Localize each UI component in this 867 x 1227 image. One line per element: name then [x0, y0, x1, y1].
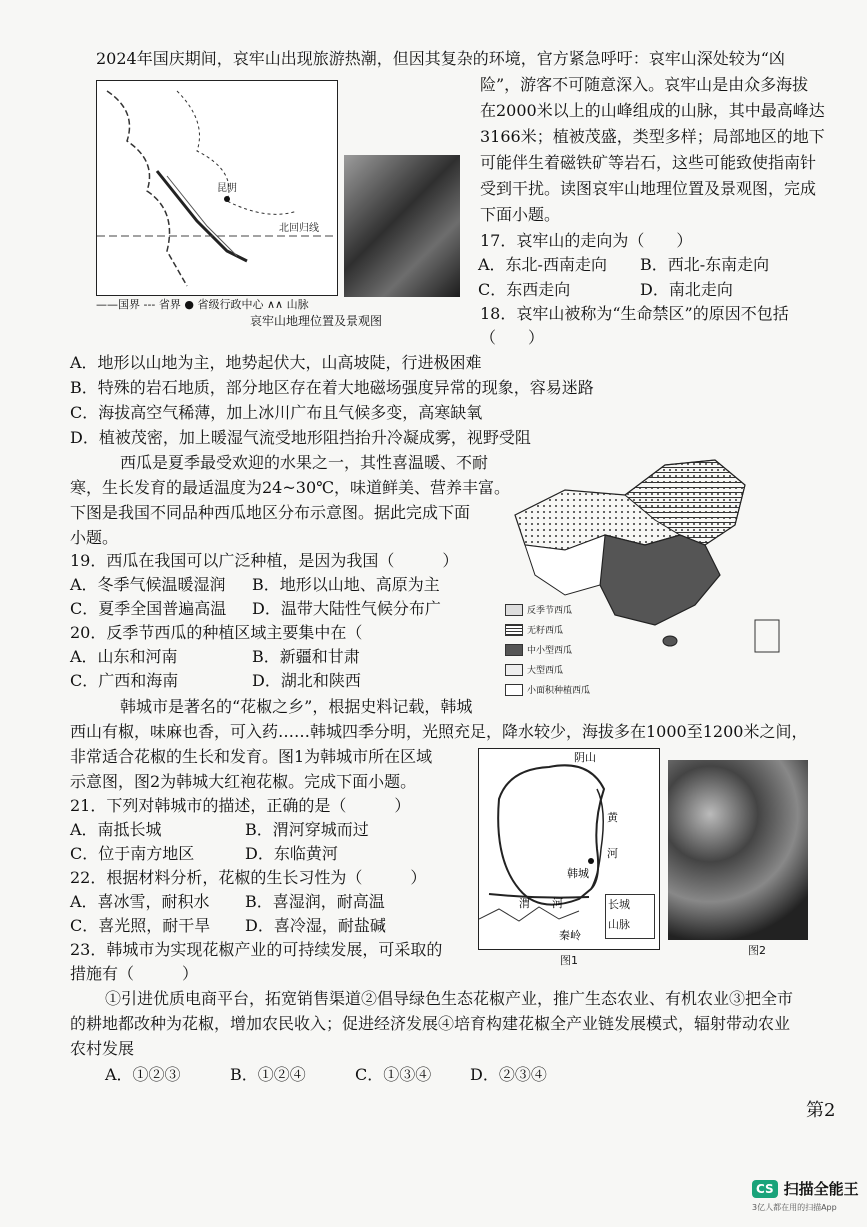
- q18-stem: 18．哀牢山被称为“生命禁区”的原因不包括: [480, 304, 789, 323]
- q18-option-b: B．特殊的岩石地质，部分地区存在着大地磁场强度异常的现象，容易迷路: [70, 378, 594, 397]
- kunming-label: 昆明: [217, 183, 237, 194]
- q20-option-d: D．湖北和陕西: [252, 671, 361, 690]
- passage1-line6: 受到干扰。读图哀牢山地理位置及景观图，完成: [480, 179, 817, 198]
- weihe-label: 渭 河: [519, 897, 563, 910]
- legend-seedless: 无籽西瓜: [505, 623, 590, 636]
- q23-statements-line2: 的耕地都改种为花椒，增加农民收入；促进经济发展④培育构建花椒全产业链发展模式，辐射带动农业: [70, 1014, 791, 1033]
- q20-option-c: C．广西和海南: [70, 671, 179, 690]
- passage2-line1: 西瓜是夏季最受欢迎的水果之一，其性喜温暖、不耐: [120, 453, 489, 472]
- q18-option-a: A．地形以山地为主，地势起伏大，山高坡陡，行进极困难: [70, 353, 482, 372]
- scanner-logo-icon: CS: [752, 1180, 778, 1198]
- q22-option-b: B．喜湿润，耐高温: [245, 892, 385, 911]
- tropic-label: 北回归线: [279, 223, 319, 234]
- q19-option-b: B．地形以山地、高原为主: [252, 575, 440, 594]
- qinling-label: 秦岭: [559, 929, 581, 942]
- ailao-landscape-photo: [344, 155, 460, 297]
- q17-option-c: C．东西走向: [478, 280, 571, 299]
- huang-label: 黄: [607, 811, 618, 824]
- q20-option-a: A．山东和河南: [70, 647, 178, 666]
- legend-swatch-light: [505, 664, 523, 676]
- china-watermelon-map: [505, 455, 783, 720]
- q23-stem-line1: 23．韩城市为实现花椒产业的可持续发展，可采取的: [70, 940, 443, 959]
- q22-option-c: C．喜光照，耐干旱: [70, 916, 211, 935]
- passage1-line7: 下面小题。: [480, 205, 561, 224]
- legend-small-medium: 中小型西瓜: [505, 643, 590, 656]
- q21-option-a: A．南抵长城: [70, 820, 162, 839]
- q23-option-a: A．①②③: [105, 1065, 181, 1084]
- passage2-line3: 下图是我国不同品种西瓜地区分布示意图。据此完成下面: [70, 503, 471, 522]
- ailao-map-drawing: [97, 81, 337, 295]
- passage1-line3: 在2000米以上的山峰组成的山脉，其中最高峰达: [480, 101, 825, 120]
- q22-stem: 22．根据材料分析，花椒的生长习性为（ ）: [70, 868, 427, 887]
- legend-off-season: 反季节西瓜: [505, 603, 590, 616]
- yinshan-label: 阴山: [574, 751, 596, 764]
- q20-stem: 20．反季节西瓜的种植区域主要集中在（: [70, 623, 363, 642]
- china-map-legend: [505, 603, 590, 703]
- passage1-line4: 3166米；植被茂盛，类型多样；局部地区的地下: [480, 127, 825, 146]
- legend-mountain: 山脉: [608, 918, 630, 931]
- ailao-location-map: [96, 80, 338, 296]
- q20-option-b: B．新疆和甘肃: [252, 647, 360, 666]
- q18-option-d: D．植被茂密，加上暖湿气流受地形阻挡抬升冷凝成雾，视野受阻: [70, 428, 531, 447]
- q19-option-a: A．冬季气候温暖湿润: [70, 575, 226, 594]
- fig1-legend: [605, 894, 655, 939]
- passage1-line5: 可能伴生着磁铁矿等岩石，这些可能致使指南针: [480, 153, 817, 172]
- q17-stem: 17．哀牢山的走向为（ ）: [480, 231, 693, 250]
- q19-option-d: D．温带大陆性气候分布广: [252, 599, 441, 618]
- hancheng-region-map: [478, 748, 660, 950]
- fig2-caption: 图2: [748, 944, 766, 957]
- ailao-map-legend: ——国界 --- 省界 ● 省级行政中心 ∧∧ 山脉: [96, 298, 309, 311]
- q22-option-d: D．喜冷湿，耐盐碱: [245, 916, 386, 935]
- legend-great-wall: 长城: [608, 898, 630, 911]
- legend-swatch-white: [505, 684, 523, 696]
- scanner-app-name: 扫描全能王: [783, 1180, 859, 1198]
- fig1-caption: 图1: [560, 954, 578, 967]
- q23-option-d: D．②③④: [470, 1065, 547, 1084]
- scanner-watermark: [752, 1178, 859, 1199]
- page-number: 第2: [806, 1100, 836, 1121]
- passage2-line2: 寒，生长发育的最适温度为24~30℃，味道鲜美、营养丰富。: [70, 478, 511, 497]
- passage3-line3: 非常适合花椒的生长和发育。图1为韩城市所在区域: [70, 747, 433, 766]
- he-label: 河: [607, 847, 618, 860]
- passage3-line2: 西山有椒，味麻也香，可入药……韩城四季分明，光照充足，降水较少，海拔多在1000至1200米之间，: [70, 722, 808, 741]
- q23-option-c: C．①③④: [355, 1065, 432, 1084]
- q18-option-c: C．海拔高空气稀薄，加上冰川广布且气候多变，高寒缺氧: [70, 403, 483, 422]
- legend-large: 大型西瓜: [505, 663, 590, 676]
- legend-swatch-stripes: [505, 624, 523, 636]
- q22-option-a: A．喜冰雪，耐积水: [70, 892, 210, 911]
- q23-stem-line2: 措施有（ ）: [70, 964, 199, 983]
- q23-option-b: B．①②④: [230, 1065, 306, 1084]
- passage3-line4: 示意图，图2为韩城大红袍花椒。完成下面小题。: [70, 772, 417, 791]
- passage1-line2: 险”，游客不可随意深入。哀牢山是由众多海拔: [480, 75, 809, 94]
- q21-option-b: B．渭河穿城而过: [245, 820, 369, 839]
- passage3-line1: 韩城市是著名的“花椒之乡”，根据史料记载，韩城: [120, 697, 473, 716]
- q19-stem: 19．西瓜在我国可以广泛种植，是因为我国（ ）: [70, 551, 459, 570]
- q23-statements-line3: 农村发展: [70, 1039, 135, 1058]
- q18-paren: （ ）: [480, 328, 545, 347]
- q17-option-b: B．西北-东南走向: [640, 255, 770, 274]
- q21-option-d: D．东临黄河: [245, 844, 338, 863]
- q21-option-c: C．位于南方地区: [70, 844, 195, 863]
- legend-small-area: 小面积种植西瓜: [505, 683, 590, 696]
- q21-stem: 21．下列对韩城市的描述，正确的是（ ）: [70, 796, 411, 815]
- legend-swatch-dark: [505, 644, 523, 656]
- hancheng-label: 韩城: [567, 867, 589, 880]
- q19-option-c: C．夏季全国普遍高温: [70, 599, 227, 618]
- q17-option-a: A．东北-西南走向: [478, 255, 607, 274]
- passage2-line4: 小题。: [70, 528, 119, 547]
- legend-swatch-dots: [505, 604, 523, 616]
- scanner-tagline: 3亿人都在用的扫描App: [752, 1203, 837, 1212]
- passage1-line1: 2024年国庆期间，哀牢山出现旅游热潮，但因其复杂的环境，官方紧急呼吁：哀牢山深处较为“凶: [96, 49, 785, 68]
- q23-statements-line1: ①引进优质电商平台，拓宽销售渠道②倡导绿色生态花椒产业，推广生态农业、有机农业③把全市: [105, 989, 794, 1008]
- figure-caption: 哀牢山地理位置及景观图: [250, 314, 383, 328]
- q17-option-d: D．南北走向: [640, 280, 733, 299]
- sichuan-pepper-photo: [668, 760, 808, 940]
